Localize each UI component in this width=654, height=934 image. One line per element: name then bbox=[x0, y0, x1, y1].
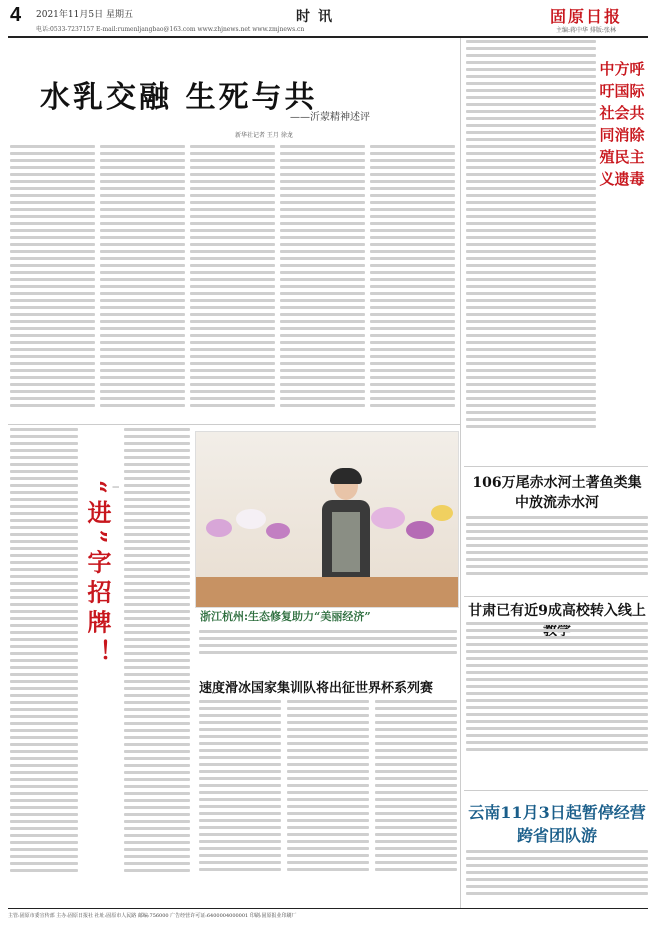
issue-date: 2021年11月5日 星期五 bbox=[36, 10, 133, 20]
section-title: 时讯 bbox=[296, 9, 340, 25]
bottom-story-title: 速度滑冰国家集训队将出征世界杯系列赛 bbox=[199, 681, 434, 696]
feature-title: “进”字招牌！ bbox=[83, 480, 112, 670]
footer-rule bbox=[8, 908, 648, 909]
side-story-1-body bbox=[466, 40, 596, 432]
feature-byline-marker: | bbox=[112, 486, 119, 489]
newspaper-logo: 固原日报 bbox=[550, 7, 623, 26]
lead-body-col-2 bbox=[100, 145, 185, 411]
bottom-story-col-3 bbox=[375, 700, 457, 875]
masthead bbox=[0, 0, 654, 34]
contact-info: 电话:0533-7237157 E-mail:rumenljangbao@163.com www.zhjnews.net www.zmjnews.cn bbox=[36, 26, 305, 33]
lower-section-divider bbox=[8, 424, 460, 425]
side-story-divider-3 bbox=[464, 790, 648, 791]
side-story-3-body bbox=[466, 622, 648, 755]
side-story-2-title: 106万尾赤水河土著鱼类集中放流赤水河 bbox=[472, 475, 642, 511]
photo-description bbox=[199, 630, 457, 658]
side-story-2-body bbox=[466, 516, 648, 579]
masthead-rule bbox=[8, 36, 648, 38]
bottom-story-col-1 bbox=[199, 700, 281, 875]
side-story-4-body bbox=[466, 850, 648, 899]
person-figure bbox=[316, 472, 376, 592]
side-story-3-title: 甘肃已有近9成高校转入线上 bbox=[468, 603, 646, 619]
side-story-divider-2 bbox=[464, 596, 648, 597]
side-story-1-title: 中方呼吁国际社会共同消除殖民主义遗毒 bbox=[599, 60, 645, 188]
wooden-stand bbox=[196, 577, 458, 607]
lead-headline: 水乳交融 生死与共 bbox=[40, 80, 318, 115]
lead-body-col-4 bbox=[280, 145, 365, 411]
page-number: 4 bbox=[10, 4, 22, 26]
feature-body-col-2 bbox=[124, 428, 190, 876]
right-column-divider bbox=[460, 38, 461, 908]
feature-body-col-1 bbox=[10, 428, 78, 876]
lead-byline: 新华社记者 王月 徐龙 bbox=[235, 132, 293, 139]
bottom-story-col-2 bbox=[287, 700, 369, 875]
editor-info: 主编:蒋中华 排版:张林 bbox=[556, 27, 616, 34]
lead-body-col-1 bbox=[10, 145, 95, 411]
lead-body-col-5 bbox=[370, 145, 455, 411]
lead-body-col-3 bbox=[190, 145, 275, 411]
side-story-divider-1 bbox=[464, 466, 648, 467]
side-story-4-title: 云南11月3日起暂停经营跨省团队游 bbox=[468, 803, 646, 845]
photo-caption: 浙江杭州:生态修复助力“美丽经济” bbox=[200, 610, 371, 623]
news-photo bbox=[195, 431, 459, 608]
lead-subheadline: ——沂蒙精神述评 bbox=[290, 112, 370, 123]
page-footer: 主管:固原市委宣传部 主办:固原日报社 社址:固原市人民路 邮编:756000 广告经营许可证:6400004000001 印刷:固原报业印刷厂 bbox=[8, 913, 297, 919]
